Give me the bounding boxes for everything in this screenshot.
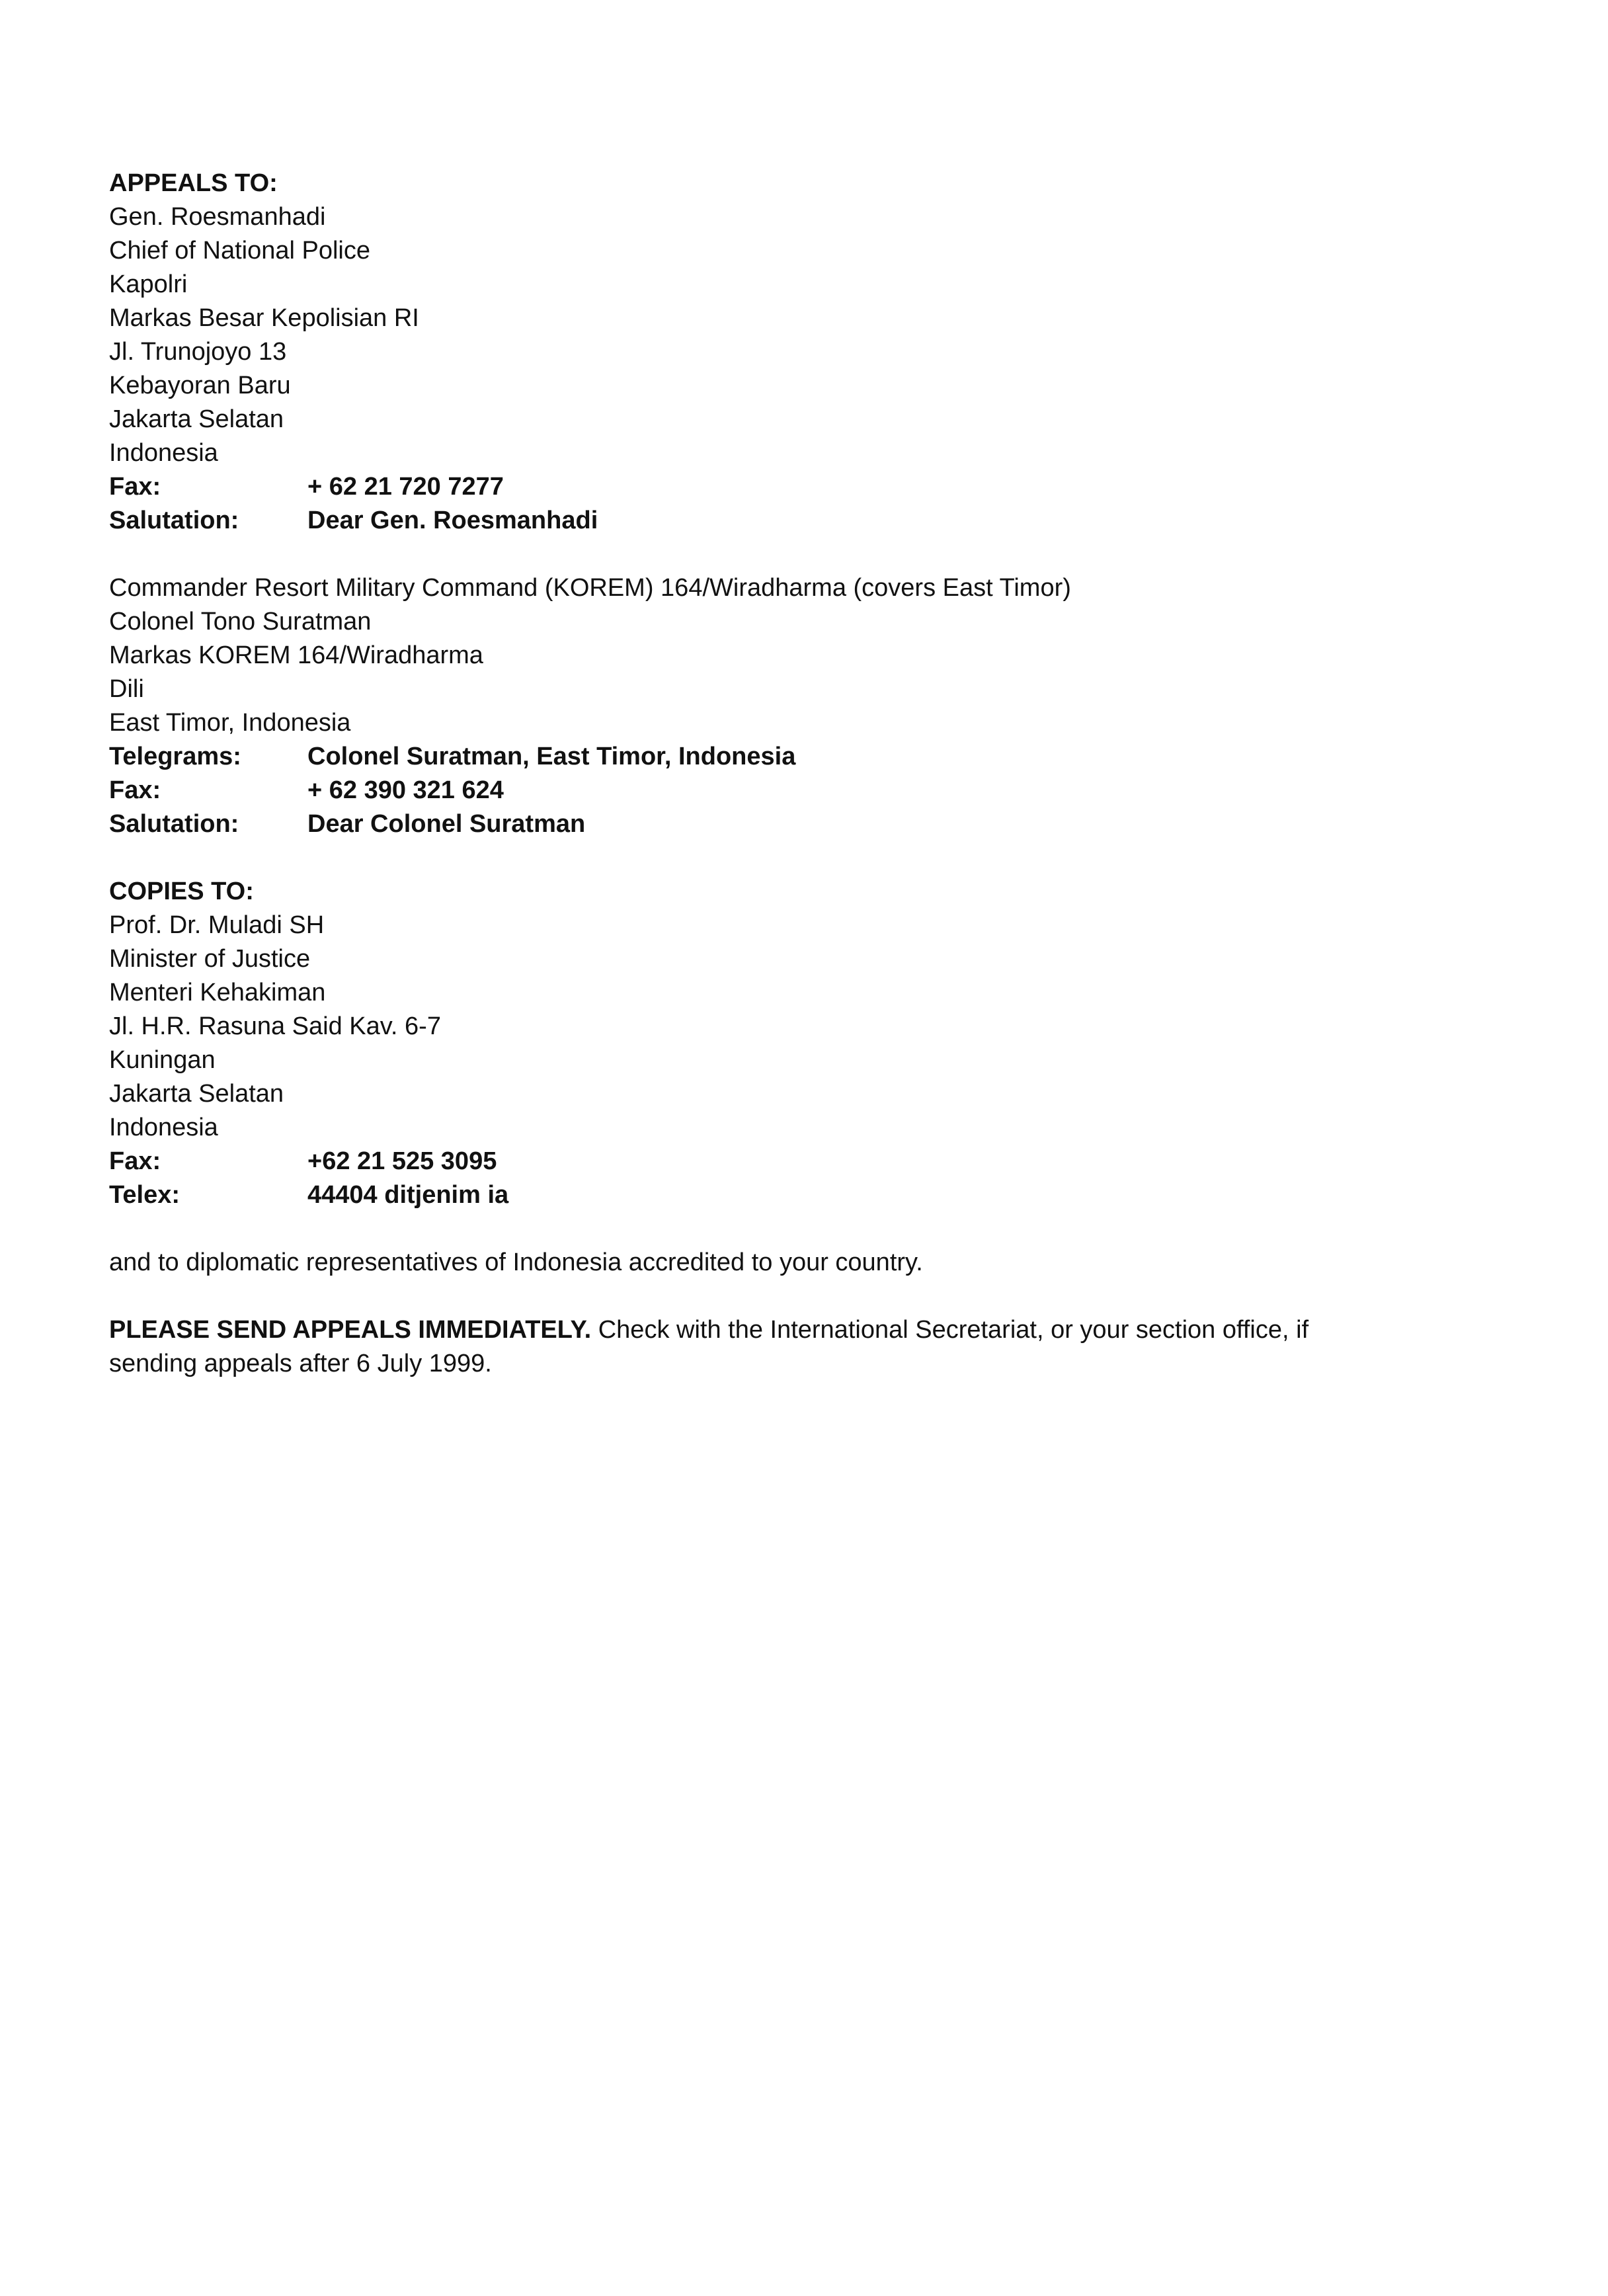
- address-line: Chief of National Police: [109, 237, 370, 265]
- diplomatic-note-text: and to diplomatic representatives of Indonesia accredited to your country.: [109, 1249, 923, 1276]
- address-line: Minister of Justice: [109, 945, 311, 973]
- closing-line-2: sending appeals after 6 July 1999.: [109, 1350, 492, 1377]
- fax-row: [109, 470, 1498, 504]
- address-line: Markas Besar Kepolisian RI: [109, 304, 419, 332]
- fax-label: Fax:: [109, 1147, 161, 1175]
- address-line: Jakarta Selatan: [109, 405, 284, 433]
- address-line: Prof. Dr. Muladi SH: [109, 911, 325, 939]
- address-line: Kebayoran Baru: [109, 372, 291, 399]
- copies-heading: COPIES TO:: [109, 878, 254, 905]
- telex-label: Telex:: [109, 1181, 181, 1209]
- appeals-heading: APPEALS TO:: [109, 169, 278, 197]
- address-line: Gen. Roesmanhadi: [109, 203, 326, 231]
- closing-instructions: [109, 1313, 1498, 1381]
- address-line: Indonesia: [109, 1114, 218, 1141]
- salutation-label: Salutation:: [109, 507, 239, 534]
- salutation-value: Dear Gen. Roesmanhadi: [307, 507, 598, 534]
- urgent-notice: PLEASE SEND APPEALS IMMEDIATELY.: [109, 1316, 592, 1344]
- telegrams-row: [109, 740, 1498, 774]
- diplomatic-note: [109, 1246, 1498, 1280]
- appeals-section: [109, 167, 1498, 538]
- fax-label: Fax:: [109, 776, 161, 804]
- telex-row: [109, 1178, 1498, 1212]
- address-line: Kuningan: [109, 1046, 216, 1074]
- fax-row: [109, 1145, 1498, 1178]
- address-line: Markas KOREM 164/Wiradharma: [109, 641, 483, 669]
- salutation-label: Salutation:: [109, 810, 239, 838]
- address-line: Jl. H.R. Rasuna Said Kav. 6-7: [109, 1012, 441, 1040]
- salutation-row: [109, 504, 1498, 538]
- address-line: East Timor, Indonesia: [109, 709, 351, 737]
- address-line: Dili: [109, 675, 144, 703]
- salutation-value: Dear Colonel Suratman: [307, 810, 586, 838]
- address-line: Jl. Trunojoyo 13: [109, 338, 287, 366]
- recipient-address-police-chief: [109, 200, 1498, 470]
- address-line: Colonel Tono Suratman: [109, 608, 372, 636]
- address-line: Menteri Kehakiman: [109, 979, 326, 1006]
- fax-value: + 62 390 321 624: [307, 776, 504, 804]
- address-line: Jakarta Selatan: [109, 1080, 284, 1108]
- fax-value: + 62 21 720 7277: [307, 473, 504, 501]
- document-body: [109, 167, 1498, 1381]
- telex-value: 44404 ditjenim ia: [307, 1181, 509, 1209]
- recipient-military-commander: [109, 571, 1498, 841]
- fax-label: Fax:: [109, 473, 161, 501]
- copies-section: [109, 875, 1498, 1212]
- telegrams-label: Telegrams:: [109, 743, 241, 770]
- address-line: Commander Resort Military Command (KOREM) 164/Wiradharma (covers East Timor): [109, 574, 1071, 602]
- fax-row: [109, 774, 1498, 807]
- telegrams-value: Colonel Suratman, East Timor, Indonesia: [307, 743, 796, 770]
- address-line: Indonesia: [109, 439, 218, 467]
- closing-line-1: [109, 1313, 1498, 1347]
- fax-value: +62 21 525 3095: [307, 1147, 497, 1175]
- closing-text-1: Check with the International Secretariat, or your section office, if: [591, 1316, 1309, 1344]
- address-line: Kapolri: [109, 270, 188, 298]
- salutation-row: [109, 807, 1498, 841]
